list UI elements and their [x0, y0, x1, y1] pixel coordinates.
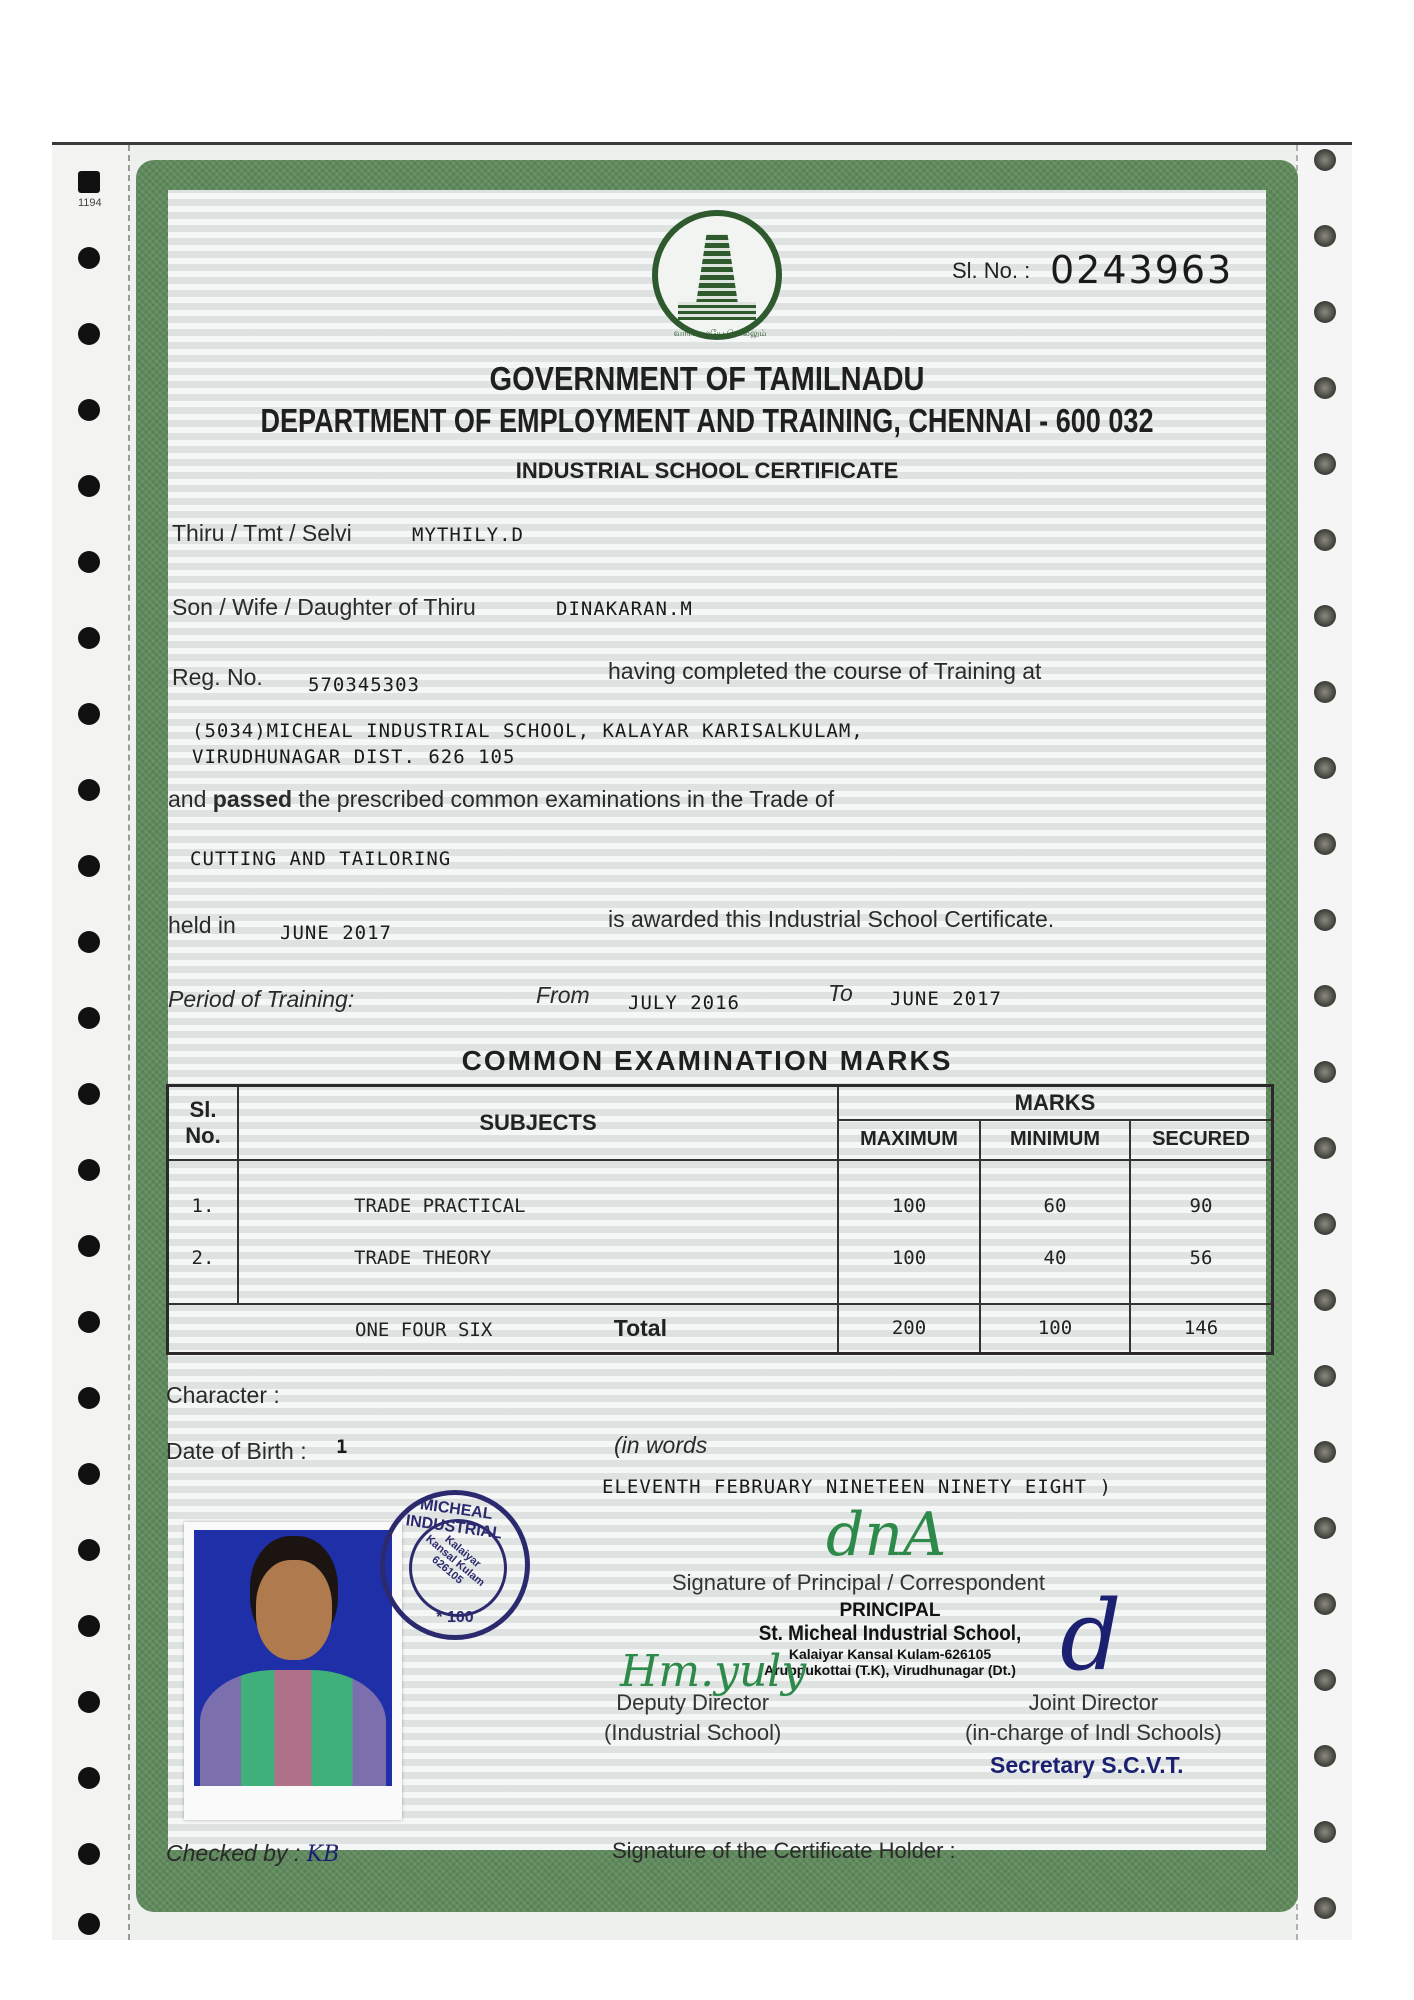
- serial-label: Sl. No. :: [952, 258, 1031, 283]
- marks-header-row: [168, 1086, 1273, 1120]
- minimum-cell: [980, 1160, 1130, 1304]
- maximum-header: MAXIMUM: [838, 1120, 980, 1160]
- subject-name: TRADE THEORY: [354, 1246, 492, 1269]
- institute-line2: VIRUDHUNAGAR DIST. 626 105: [192, 746, 516, 768]
- minimum-value: 40: [1043, 1246, 1067, 1269]
- total-row: [168, 1304, 1273, 1354]
- sl-value: 2.: [191, 1246, 215, 1269]
- feed-hole: [78, 1235, 100, 1257]
- feed-hole: [1314, 1137, 1336, 1159]
- dob-label: Date of Birth :: [166, 1438, 307, 1464]
- feed-hole: [78, 1913, 100, 1935]
- deputy-director-block: [604, 1688, 781, 1748]
- feed-hole: [1314, 833, 1336, 855]
- sl-cell: [168, 1160, 239, 1304]
- joint-director-block: [965, 1688, 1222, 1748]
- to-value: JUNE 2017: [890, 988, 1002, 1010]
- secretary-stamp: Secretary S.C.V.T.: [990, 1752, 1184, 1778]
- feed-hole: [78, 551, 100, 573]
- trade-value: CUTTING AND TAILORING: [190, 848, 452, 870]
- parent-label: Son / Wife / Daughter of Thiru: [172, 594, 476, 620]
- secured-header: SECURED: [1130, 1120, 1273, 1160]
- course-text: having completed the course of Training at: [608, 658, 1042, 684]
- feed-hole: [1314, 301, 1336, 323]
- to-label: To: [828, 980, 853, 1006]
- feed-hole: [78, 1463, 100, 1485]
- form-number: 1194: [78, 197, 102, 209]
- checked-initials: KB: [306, 1842, 340, 1867]
- secured-value: 56: [1189, 1246, 1213, 1269]
- name-value: MYTHILY.D: [412, 524, 524, 546]
- feed-hole: [78, 1843, 100, 1865]
- feed-hole: [78, 1387, 100, 1409]
- feed-hole: [78, 1539, 100, 1561]
- dob-in-words-value: ELEVENTH FEBRUARY NINETEEN NINETY EIGHT ): [602, 1476, 1112, 1498]
- feed-hole: [1314, 225, 1336, 247]
- principal-stamp-title: PRINCIPAL: [839, 1600, 941, 1621]
- seal-outer-text: MICHEAL INDUSTRIAL: [404, 1496, 503, 1543]
- marks-title: COMMON EXAMINATION MARKS: [461, 1045, 953, 1076]
- character-label: Character :: [166, 1382, 280, 1408]
- subject-cell: [238, 1160, 838, 1304]
- secured-value: 90: [1189, 1194, 1213, 1217]
- total-in-words: ONE FOUR SIX: [355, 1318, 493, 1341]
- minimum-header: MINIMUM: [980, 1120, 1130, 1160]
- feed-hole: [78, 1159, 100, 1181]
- name-label: Thiru / Tmt / Selvi: [172, 520, 352, 546]
- feed-hole: [78, 399, 100, 421]
- feed-hole: [78, 1311, 100, 1333]
- total-words-cell: [168, 1304, 839, 1354]
- marks-table: [166, 1084, 1274, 1355]
- passed-bold: passed: [212, 786, 293, 812]
- reg-label: Reg. No.: [172, 664, 263, 690]
- held-label: held in: [168, 912, 236, 938]
- awarded-text: is awarded this Industrial School Certificate.: [608, 906, 1055, 932]
- from-label: From: [536, 982, 590, 1008]
- registration-mark: [78, 171, 100, 193]
- feed-hole: [1314, 1441, 1336, 1463]
- dob-in-words-label: (in words: [614, 1432, 708, 1458]
- feed-hole: [78, 627, 100, 649]
- feed-hole: [1314, 985, 1336, 1007]
- total-maximum: 200: [838, 1304, 980, 1354]
- feed-hole: [78, 703, 100, 725]
- checked-label: Checked by :: [166, 1840, 301, 1866]
- total-minimum: 100: [980, 1304, 1130, 1354]
- feed-hole: [1314, 757, 1336, 779]
- feed-hole: [1314, 1669, 1336, 1691]
- from-value: JULY 2016: [628, 992, 740, 1014]
- feed-hole: [1314, 681, 1336, 703]
- photo-head: [256, 1560, 332, 1660]
- government-title: GOVERNMENT OF TAMILNADU: [489, 360, 925, 397]
- tractor-feed-left: [52, 145, 130, 1940]
- feed-hole: [78, 779, 100, 801]
- photo-body: [200, 1670, 386, 1786]
- feed-hole: [78, 855, 100, 877]
- temple-gopuram-icon: [696, 234, 738, 304]
- reg-value: 570345303: [308, 674, 420, 696]
- held-value: JUNE 2017: [280, 922, 392, 944]
- principal-signature: dnA: [826, 1500, 947, 1570]
- department-title: DEPARTMENT OF EMPLOYMENT AND TRAINING, CHENNAI - 600 032: [260, 402, 1154, 439]
- total-secured: 146: [1130, 1304, 1273, 1354]
- feed-hole: [78, 1615, 100, 1637]
- candidate-photo: [184, 1522, 402, 1820]
- period-label: Period of Training:: [168, 986, 355, 1012]
- feed-hole: [1314, 529, 1336, 551]
- school-seal-icon: [380, 1490, 530, 1640]
- parent-value: DINAKARAN.M: [556, 598, 693, 620]
- checked-by: [166, 1840, 339, 1867]
- maximum-value: 100: [891, 1246, 927, 1269]
- seal-bottom-text: * 100: [436, 1609, 474, 1626]
- tamilnadu-emblem-icon: [652, 210, 782, 340]
- emblem-base-icon: [678, 302, 756, 320]
- sl-no-header: Sl. No.: [168, 1086, 239, 1160]
- minimum-value: 60: [1043, 1194, 1067, 1217]
- feed-hole: [78, 1767, 100, 1789]
- feed-hole: [1314, 1213, 1336, 1235]
- certificate-title: INDUSTRIAL SCHOOL CERTIFICATE: [515, 458, 899, 483]
- feed-hole: [1314, 1745, 1336, 1767]
- feed-hole: [1314, 1365, 1336, 1387]
- joint-subtitle: (in-charge of Indl Schools): [965, 1720, 1222, 1745]
- feed-hole: [1314, 909, 1336, 931]
- feed-hole: [1314, 1897, 1336, 1919]
- maximum-value: 100: [891, 1194, 927, 1217]
- feed-hole: [1314, 1821, 1336, 1843]
- holder-signature-label: Signature of the Certificate Holder :: [612, 1838, 956, 1863]
- emblem-motto: வாய்மையே வெல்லும்: [673, 328, 767, 338]
- serial-number: 0243963: [1050, 248, 1234, 292]
- passed-text: [168, 786, 834, 813]
- deputy-signature: Hm.yuly: [620, 1646, 807, 1697]
- feed-hole: [78, 1083, 100, 1105]
- deputy-title: Deputy Director: [616, 1690, 770, 1715]
- feed-hole: [1314, 605, 1336, 627]
- dob-value: 1: [336, 1436, 349, 1458]
- sl-value: 1.: [191, 1194, 215, 1217]
- feed-hole: [78, 931, 100, 953]
- principal-stamp-addr1: Kalaiyar Kansal Kulam-626105: [788, 1646, 992, 1662]
- feed-hole: [78, 247, 100, 269]
- secured-cell: [1130, 1160, 1273, 1304]
- deputy-subtitle: (Industrial School): [604, 1720, 782, 1745]
- feed-hole: [1314, 1517, 1336, 1539]
- table-row: [168, 1160, 1273, 1304]
- feed-hole: [1314, 149, 1336, 171]
- total-label: Total: [613, 1314, 667, 1341]
- principal-stamp-addr2: Aruppukottai (T.K), Virudhunagar (Dt.): [764, 1662, 1016, 1678]
- feed-hole: [78, 323, 100, 345]
- passed-pre: and: [168, 786, 207, 812]
- principal-stamp-school: St. Micheal Industrial School,: [758, 1622, 1022, 1645]
- maximum-cell: [838, 1160, 980, 1304]
- tractor-feed-right: [1296, 145, 1352, 1940]
- feed-hole: [1314, 1289, 1336, 1311]
- seal-inner-text: Kalaiyar Kansal Kulam 626105: [423, 1533, 487, 1589]
- institute-line1: (5034)MICHEAL INDUSTRIAL SCHOOL, KALAYAR KARISALKULAM,: [192, 720, 864, 742]
- subjects-header: SUBJECTS: [238, 1086, 838, 1160]
- feed-hole: [1314, 1593, 1336, 1615]
- feed-hole: [78, 1691, 100, 1713]
- feed-hole: [78, 1007, 100, 1029]
- joint-signature: d: [1060, 1580, 1122, 1692]
- joint-title: Joint Director: [1028, 1690, 1159, 1715]
- marks-header: MARKS: [838, 1086, 1273, 1120]
- subject-name: TRADE PRACTICAL: [354, 1194, 526, 1217]
- principal-signature-label: Signature of Principal / Correspondent: [672, 1570, 1045, 1595]
- passed-post: the prescribed common examinations in the Trade of: [298, 786, 835, 812]
- photo-image: [194, 1530, 392, 1786]
